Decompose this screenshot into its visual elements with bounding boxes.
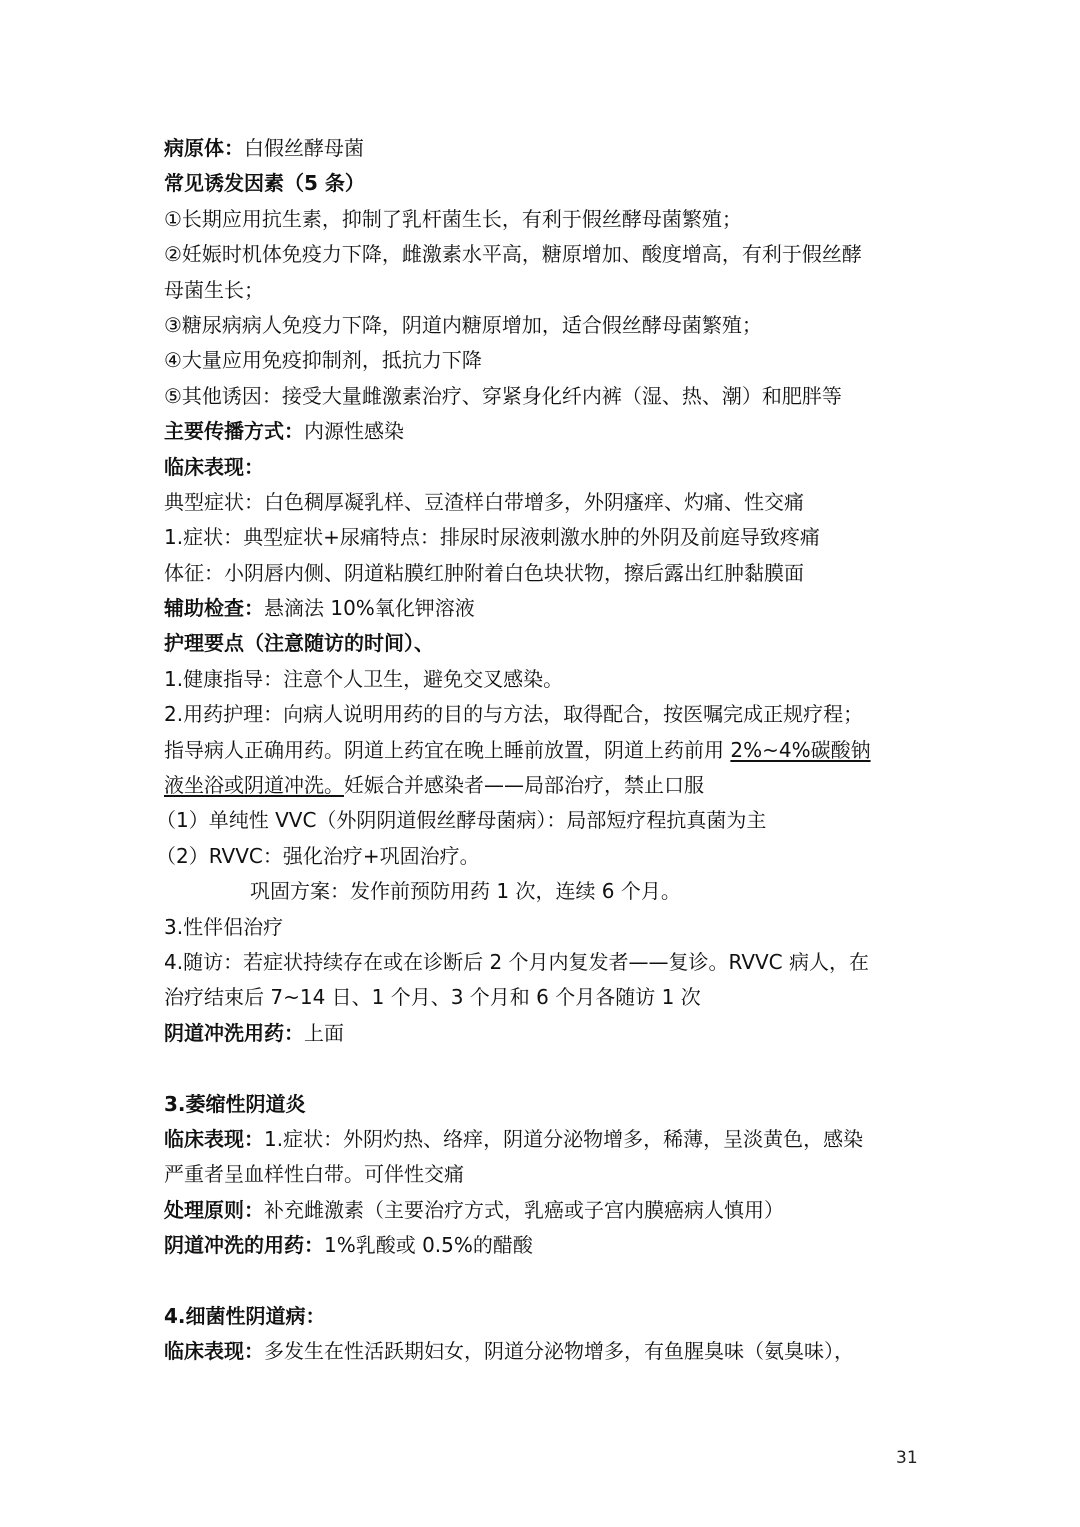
section3-clinical-a: 1.症状：外阴灼热、络痒，阴道分泌物增多，稀薄，呈淡黄色，感染 <box>264 1126 864 1151</box>
trigger-4: ④大量应用免疫抑制剂，抵抗力下降 <box>164 348 482 373</box>
document-page <box>156 131 924 1370</box>
vvc-2: （2）RVVC：强化治疗+巩固治疗。 <box>156 843 480 868</box>
nursing-1: 1.健康指导：注意个人卫生，避免交叉感染。 <box>164 666 564 691</box>
section3-treatment-line <box>164 1193 924 1228</box>
nursing-4a: 4.随访：若症状持续存在或在诊断后 2 个月内复发者——复诊。RVVC 病人，在 <box>164 949 870 974</box>
douche-line <box>164 1016 924 1051</box>
nursing-2a: 2.用药护理：向病人说明用药的目的与方法，取得配合，按医嘱完成正规疗程； <box>164 702 864 727</box>
section4-title: 4.细菌性阴道病： <box>164 1303 326 1328</box>
nursing-3: 3.性伴侣治疗 <box>164 914 284 939</box>
nursing-2c-underlined: 液坐浴或阴道冲洗。 <box>164 773 344 798</box>
trigger-1: ①长期应用抗生素，抑制了乳杆菌生长，有利于假丝酵母菌繁殖； <box>164 206 742 231</box>
section3-clinical-label: 临床表现： <box>164 1126 264 1151</box>
nursing-4b: 治疗结束后 7~14 日、1 个月、3 个月和 6 个月各随访 1 次 <box>164 985 701 1010</box>
page-number: 31 <box>896 1448 918 1468</box>
pathogen-value: 白假丝酵母菌 <box>244 136 364 160</box>
nursing-2b-underlined: 2%~4%碳酸钠 <box>730 737 871 762</box>
trigger-3: ③糖尿病病人免疫力下降，阴道内糖原增加，适合假丝酵母菌繁殖； <box>164 312 762 337</box>
section4-clinical-label: 临床表现： <box>164 1339 264 1364</box>
nursing-2b <box>164 733 924 768</box>
section3-douche-label: 阴道冲洗的用药： <box>164 1233 324 1258</box>
nursing-2c-text: 妊娠合并感染者——局部治疗，禁止口服 <box>344 773 704 798</box>
aux-exam-label: 辅助检查： <box>164 596 264 621</box>
vvc-1: （1）单纯性 VVC（外阴阴道假丝酵母菌病）：局部短疗程抗真菌为主 <box>156 808 767 833</box>
spacer <box>164 1051 924 1086</box>
section3-douche-value: 1%乳酸或 0.5%的醋酸 <box>324 1233 533 1258</box>
douche-label: 阴道冲洗用药： <box>164 1020 304 1045</box>
signs: 体征：小阴唇内侧、阴道粘膜红肿附着白色块状物，擦后露出红肿黏膜面 <box>164 560 804 585</box>
pathogen-label: 病原体： <box>164 136 244 160</box>
nursing-2c <box>164 768 924 803</box>
nursing-2b-text: 指导病人正确用药。阴道上药宜在晚上睡前放置，阴道上药前用 <box>164 737 731 762</box>
aux-exam-line <box>164 591 924 626</box>
clinical-heading: 临床表现： <box>164 454 264 479</box>
section3-douche-line <box>164 1228 924 1263</box>
trigger-2b: 母菌生长； <box>164 277 264 302</box>
triggers-title: 常见诱发因素（5 条） <box>164 171 365 196</box>
typical-symptoms: 典型症状：白色稠厚凝乳样、豆渣样白带增多，外阴瘙痒、灼痛、性交痛 <box>164 489 804 514</box>
section4-clinical-line <box>164 1334 924 1369</box>
section3-treatment-label: 处理原则： <box>164 1197 264 1222</box>
section4-clinical-value: 多发生在性活跃期妇女，阴道分泌物增多，有鱼腥臭味（氨臭味）， <box>264 1339 854 1364</box>
section3-title: 3.萎缩性阴道炎 <box>164 1091 306 1116</box>
section3-treatment-value: 补充雌激素（主要治疗方式，乳癌或子宫内膜癌病人慎用） <box>264 1197 784 1222</box>
trigger-2a: ②妊娠时机体免疫力下降，雌激素水平高，糖原增加、酸度增高，有利于假丝酵 <box>164 242 862 267</box>
douche-value: 上面 <box>304 1020 344 1045</box>
transmission-line <box>164 414 924 449</box>
pathogen-line <box>164 131 924 166</box>
symptom-1: 1.症状：典型症状+尿痛特点：排尿时尿液刺激水肿的外阴及前庭导致疼痛 <box>164 525 820 550</box>
transmission-label: 主要传播方式： <box>164 419 304 444</box>
aux-exam-value: 悬滴法 10%氧化钾溶液 <box>264 596 475 621</box>
transmission-value: 内源性感染 <box>304 419 404 444</box>
spacer <box>164 1264 924 1299</box>
nursing-title: 护理要点（注意随访的时间）、 <box>164 631 434 656</box>
section3-clinical-b: 严重者呈血样性白带。可伴性交痛 <box>164 1162 464 1187</box>
vvc-2-plan: 巩固方案：发作前预防用药 1 次，连续 6 个月。 <box>250 879 681 904</box>
trigger-5: ⑤其他诱因：接受大量雌激素治疗、穿紧身化纤内裤（湿、热、潮）和肥胖等 <box>164 383 842 408</box>
section3-clinical-line <box>164 1122 924 1157</box>
